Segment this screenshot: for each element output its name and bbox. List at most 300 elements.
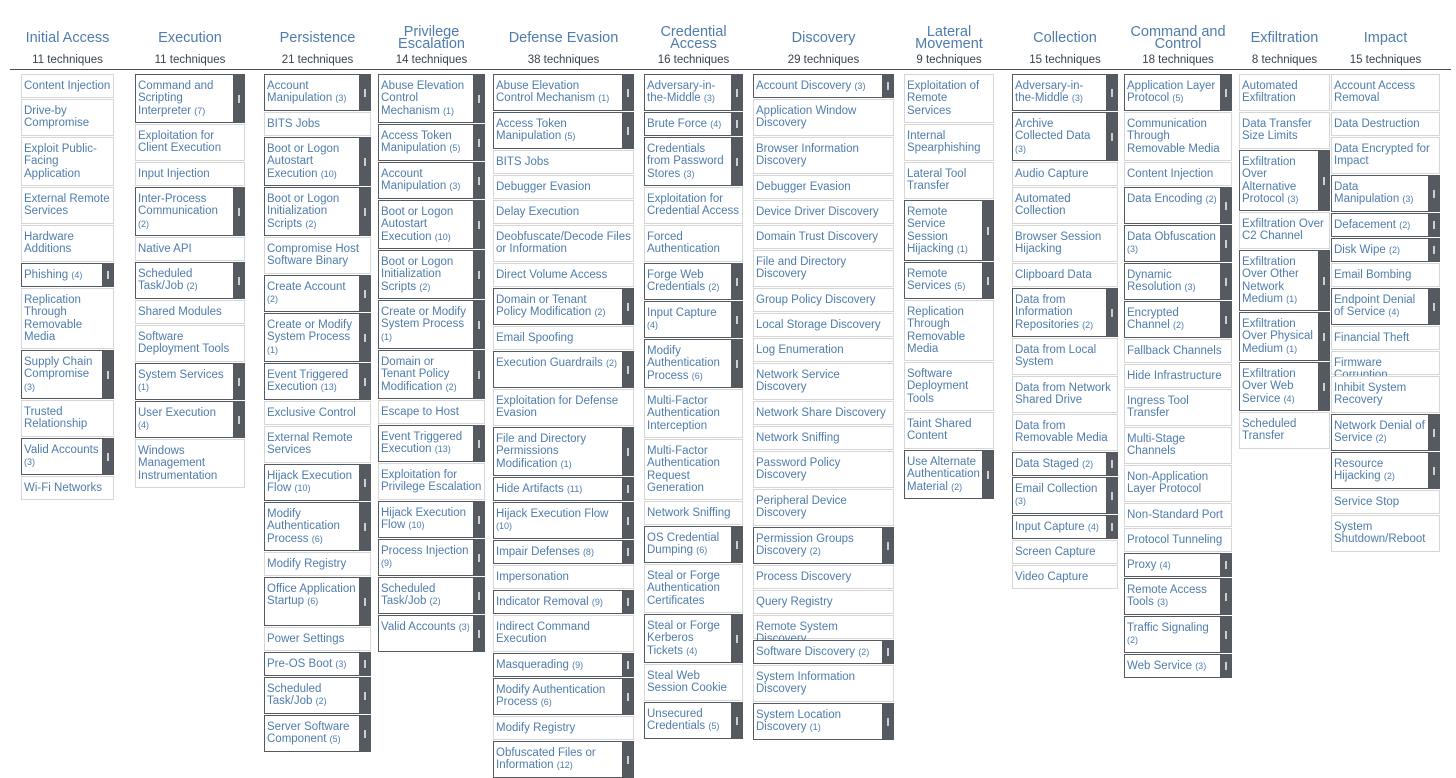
expand-subtechniques-toggle[interactable] (622, 75, 633, 110)
technique-cell[interactable] (493, 477, 634, 501)
technique-cell[interactable] (1012, 565, 1118, 589)
technique-cell[interactable] (493, 502, 634, 539)
technique-name[interactable] (381, 469, 482, 494)
technique-cell[interactable] (753, 250, 894, 287)
technique-cell[interactable] (1331, 326, 1440, 350)
technique-cell[interactable] (264, 502, 371, 551)
technique-cell[interactable] (493, 427, 634, 476)
technique-name[interactable] (756, 206, 891, 218)
technique-cell[interactable] (21, 74, 114, 98)
expand-subtechniques-toggle[interactable] (1220, 579, 1231, 614)
technique-name[interactable] (267, 193, 356, 230)
technique-name[interactable] (496, 483, 619, 495)
technique-cell[interactable] (378, 463, 485, 500)
technique-name[interactable] (267, 118, 368, 130)
expand-subtechniques-toggle[interactable] (982, 451, 993, 498)
technique-name[interactable] (138, 445, 242, 482)
technique-cell[interactable] (904, 300, 994, 361)
technique-cell[interactable] (753, 640, 894, 664)
technique-name[interactable] (1127, 118, 1229, 155)
technique-name[interactable] (647, 445, 740, 494)
technique-name[interactable] (1334, 420, 1425, 445)
technique-cell[interactable] (1331, 213, 1440, 237)
technique-cell[interactable] (1331, 175, 1440, 212)
technique-name[interactable] (267, 243, 368, 268)
expand-subtechniques-toggle[interactable] (1220, 554, 1231, 576)
technique-name[interactable] (267, 369, 356, 394)
technique-cell[interactable] (264, 552, 371, 576)
technique-name[interactable] (267, 508, 356, 545)
technique-name[interactable] (138, 80, 230, 117)
technique-cell[interactable] (753, 200, 894, 224)
technique-name[interactable] (1015, 382, 1115, 407)
expand-subtechniques-toggle[interactable] (473, 426, 484, 461)
technique-name[interactable] (647, 345, 728, 382)
technique-cell[interactable] (644, 564, 743, 613)
technique-cell[interactable] (493, 615, 634, 652)
technique-name[interactable] (1334, 244, 1425, 256)
technique-cell[interactable] (21, 263, 114, 287)
technique-cell[interactable] (753, 565, 894, 589)
technique-cell[interactable] (1012, 263, 1118, 287)
tactic-name[interactable]: Exfiltration (1250, 30, 1319, 46)
expand-subtechniques-toggle[interactable] (882, 641, 893, 663)
technique-cell[interactable] (904, 450, 994, 499)
technique-cell[interactable] (1331, 515, 1440, 552)
technique-cell[interactable] (1124, 427, 1232, 464)
tactic-name[interactable]: Discovery (791, 30, 856, 46)
technique-cell[interactable] (264, 652, 371, 676)
technique-name[interactable] (1334, 143, 1437, 168)
expand-subtechniques-toggle[interactable] (473, 540, 484, 575)
technique-cell[interactable] (378, 539, 485, 576)
technique-cell[interactable] (21, 350, 114, 399)
expand-subtechniques-toggle[interactable] (233, 75, 244, 122)
technique-cell[interactable] (753, 363, 894, 400)
technique-cell[interactable] (1124, 162, 1232, 186)
technique-name[interactable] (756, 143, 891, 168)
expand-subtechniques-toggle[interactable] (982, 263, 993, 298)
expand-subtechniques-toggle[interactable] (359, 503, 370, 550)
technique-name[interactable] (381, 306, 470, 343)
technique-name[interactable] (756, 432, 891, 444)
technique-cell[interactable] (753, 313, 894, 337)
technique-cell[interactable] (753, 137, 894, 174)
technique-name[interactable] (1334, 118, 1437, 130)
expand-subtechniques-toggle[interactable] (473, 578, 484, 613)
technique-cell[interactable] (264, 313, 371, 362)
technique-name[interactable] (1127, 534, 1229, 546)
technique-cell[interactable] (264, 464, 371, 501)
technique-cell[interactable] (378, 501, 485, 538)
technique-cell[interactable] (21, 438, 114, 475)
technique-cell[interactable] (753, 703, 894, 740)
technique-name[interactable] (496, 722, 631, 734)
technique-cell[interactable] (1124, 225, 1232, 262)
technique-cell[interactable] (378, 425, 485, 462)
technique-name[interactable] (756, 369, 891, 394)
tactic-name[interactable]: Defense Evasion (508, 30, 619, 46)
technique-name[interactable] (496, 206, 631, 218)
technique-cell[interactable] (493, 741, 634, 778)
technique-name[interactable] (647, 395, 740, 432)
technique-cell[interactable] (1012, 225, 1118, 262)
technique-name[interactable] (267, 143, 356, 180)
expand-subtechniques-toggle[interactable] (473, 75, 484, 122)
technique-cell[interactable] (644, 137, 743, 186)
technique-cell[interactable] (21, 187, 114, 224)
technique-cell[interactable] (493, 326, 634, 350)
expand-subtechniques-toggle[interactable] (731, 615, 742, 662)
technique-cell[interactable] (378, 400, 485, 424)
technique-name[interactable] (1242, 318, 1315, 355)
technique-name[interactable] (756, 457, 891, 482)
technique-name[interactable] (496, 621, 631, 646)
technique-name[interactable] (24, 406, 111, 431)
expand-subtechniques-toggle[interactable] (731, 264, 742, 299)
expand-subtechniques-toggle[interactable] (622, 113, 633, 148)
tactic-name[interactable]: Collection (1033, 30, 1097, 46)
expand-subtechniques-toggle[interactable] (1220, 188, 1231, 223)
technique-name[interactable] (1127, 345, 1229, 357)
expand-subtechniques-toggle[interactable] (1220, 264, 1231, 299)
technique-name[interactable] (907, 130, 991, 155)
expand-subtechniques-toggle[interactable] (1220, 302, 1231, 337)
expand-subtechniques-toggle[interactable] (1106, 113, 1117, 160)
technique-cell[interactable] (644, 664, 743, 701)
technique-name[interactable] (756, 344, 891, 356)
technique-cell[interactable] (378, 577, 485, 614)
technique-cell[interactable] (378, 615, 485, 652)
expand-subtechniques-toggle[interactable] (622, 591, 633, 613)
technique-cell[interactable] (753, 74, 894, 98)
technique-name[interactable] (1015, 168, 1115, 180)
technique-name[interactable] (1334, 521, 1437, 546)
technique-name[interactable] (1334, 219, 1425, 231)
technique-cell[interactable] (135, 237, 245, 261)
expand-subtechniques-toggle[interactable] (622, 428, 633, 475)
technique-name[interactable] (647, 307, 728, 332)
expand-subtechniques-toggle[interactable] (473, 502, 484, 537)
technique-name[interactable] (756, 495, 891, 520)
technique-name[interactable] (138, 268, 230, 293)
technique-name[interactable] (907, 418, 991, 443)
technique-name[interactable] (138, 243, 242, 255)
expand-subtechniques-toggle[interactable] (731, 340, 742, 387)
technique-cell[interactable] (904, 412, 994, 449)
technique-cell[interactable] (1331, 137, 1440, 174)
technique-cell[interactable] (1239, 250, 1330, 311)
technique-name[interactable] (907, 368, 991, 405)
technique-name[interactable] (756, 533, 879, 558)
technique-cell[interactable] (264, 715, 371, 752)
technique-cell[interactable] (904, 74, 994, 123)
technique-name[interactable] (267, 683, 356, 708)
technique-cell[interactable] (1331, 414, 1440, 451)
technique-cell[interactable] (264, 426, 371, 463)
expand-subtechniques-toggle[interactable] (359, 276, 370, 311)
technique-name[interactable] (1242, 256, 1315, 305)
expand-subtechniques-toggle[interactable] (1428, 214, 1439, 236)
expand-subtechniques-toggle[interactable] (473, 201, 484, 248)
technique-cell[interactable] (493, 150, 634, 174)
technique-name[interactable] (496, 357, 619, 369)
technique-cell[interactable] (1124, 578, 1232, 615)
technique-cell[interactable] (644, 526, 743, 563)
expand-subtechniques-toggle[interactable] (359, 364, 370, 399)
technique-cell[interactable] (378, 124, 485, 161)
technique-cell[interactable] (21, 99, 114, 136)
technique-cell[interactable] (1012, 338, 1118, 375)
expand-subtechniques-toggle[interactable] (473, 163, 484, 198)
technique-cell[interactable] (904, 362, 994, 411)
expand-subtechniques-toggle[interactable] (1220, 617, 1231, 652)
technique-name[interactable] (138, 407, 230, 432)
technique-name[interactable] (1334, 80, 1437, 105)
expand-subtechniques-toggle[interactable] (473, 616, 484, 651)
technique-name[interactable] (381, 130, 470, 155)
technique-cell[interactable] (1331, 490, 1440, 514)
technique-name[interactable] (267, 583, 356, 608)
technique-name[interactable] (1127, 80, 1217, 105)
expand-subtechniques-toggle[interactable] (1106, 478, 1117, 513)
technique-name[interactable] (1015, 294, 1103, 331)
expand-subtechniques-toggle[interactable] (622, 289, 633, 324)
technique-name[interactable] (1127, 269, 1217, 294)
technique-name[interactable] (1334, 332, 1437, 344)
expand-subtechniques-toggle[interactable] (473, 301, 484, 348)
technique-cell[interactable] (1331, 74, 1440, 111)
technique-name[interactable] (756, 256, 891, 281)
technique-name[interactable] (1127, 307, 1217, 332)
expand-subtechniques-toggle[interactable] (473, 351, 484, 398)
technique-name[interactable] (647, 670, 740, 695)
technique-cell[interactable] (904, 200, 994, 261)
expand-subtechniques-toggle[interactable] (1428, 176, 1439, 211)
technique-name[interactable] (1127, 168, 1229, 180)
technique-name[interactable] (496, 80, 619, 105)
technique-name[interactable] (1015, 118, 1103, 155)
technique-name[interactable] (381, 545, 470, 570)
technique-name[interactable] (647, 80, 728, 105)
technique-cell[interactable] (753, 288, 894, 312)
expand-subtechniques-toggle[interactable] (359, 75, 370, 110)
technique-name[interactable] (496, 181, 631, 193)
technique-name[interactable] (381, 431, 470, 456)
technique-cell[interactable] (493, 389, 634, 426)
technique-name[interactable] (1015, 231, 1115, 256)
technique-name[interactable] (1015, 521, 1103, 533)
technique-name[interactable] (756, 105, 891, 130)
expand-subtechniques-toggle[interactable] (473, 251, 484, 298)
technique-name[interactable] (24, 105, 111, 130)
technique-cell[interactable] (753, 590, 894, 614)
technique-name[interactable] (24, 482, 111, 494)
technique-cell[interactable] (1012, 112, 1118, 161)
technique-cell[interactable] (1012, 288, 1118, 337)
technique-name[interactable] (381, 406, 482, 418)
technique-cell[interactable] (753, 338, 894, 362)
technique-cell[interactable] (264, 187, 371, 236)
expand-subtechniques-toggle[interactable] (359, 188, 370, 235)
technique-cell[interactable] (644, 702, 743, 739)
technique-name[interactable] (907, 168, 991, 193)
expand-subtechniques-toggle[interactable] (359, 716, 370, 751)
expand-subtechniques-toggle[interactable] (102, 439, 113, 474)
technique-cell[interactable] (1331, 376, 1440, 413)
technique-name[interactable] (907, 456, 979, 493)
technique-name[interactable] (907, 80, 991, 117)
technique-cell[interactable] (1331, 288, 1440, 325)
technique-name[interactable] (1127, 584, 1217, 609)
technique-name[interactable] (907, 306, 991, 355)
technique-cell[interactable] (135, 363, 245, 400)
technique-name[interactable] (138, 306, 242, 318)
technique-cell[interactable] (753, 426, 894, 450)
technique-name[interactable] (1242, 368, 1315, 405)
technique-name[interactable] (1334, 382, 1437, 407)
technique-cell[interactable] (135, 124, 245, 161)
expand-subtechniques-toggle[interactable] (622, 679, 633, 714)
technique-name[interactable] (1127, 433, 1229, 458)
technique-name[interactable] (496, 508, 619, 533)
technique-cell[interactable] (264, 275, 371, 312)
expand-subtechniques-toggle[interactable] (233, 364, 244, 399)
technique-name[interactable] (24, 143, 111, 180)
technique-name[interactable] (496, 571, 631, 583)
tactic-name[interactable]: Initial Access (25, 30, 110, 46)
technique-cell[interactable] (753, 527, 894, 564)
tactic-name[interactable]: Command and Control (1130, 24, 1226, 52)
technique-cell[interactable] (1124, 389, 1232, 426)
technique-cell[interactable] (1124, 528, 1232, 552)
technique-cell[interactable] (378, 300, 485, 349)
expand-subtechniques-toggle[interactable] (882, 75, 893, 97)
expand-subtechniques-toggle[interactable] (1318, 313, 1329, 360)
technique-cell[interactable] (1012, 452, 1118, 476)
technique-name[interactable] (1015, 546, 1115, 558)
technique-cell[interactable] (753, 175, 894, 199)
technique-name[interactable] (756, 294, 891, 306)
technique-name[interactable] (1015, 193, 1115, 218)
technique-name[interactable] (1242, 118, 1327, 143)
technique-name[interactable] (1127, 509, 1229, 521)
expand-subtechniques-toggle[interactable] (1318, 151, 1329, 210)
technique-cell[interactable] (644, 112, 743, 136)
technique-name[interactable] (381, 80, 470, 117)
technique-name[interactable] (267, 721, 356, 746)
technique-cell[interactable] (1331, 263, 1440, 287)
technique-name[interactable] (1334, 458, 1425, 483)
technique-cell[interactable] (1124, 503, 1232, 527)
technique-name[interactable] (1127, 193, 1217, 205)
expand-subtechniques-toggle[interactable] (359, 678, 370, 713)
technique-cell[interactable] (1331, 452, 1440, 489)
technique-name[interactable] (756, 181, 891, 193)
technique-name[interactable] (267, 470, 356, 495)
expand-subtechniques-toggle[interactable] (622, 541, 633, 563)
technique-name[interactable] (1334, 294, 1425, 319)
tactic-name[interactable]: Execution (158, 30, 222, 46)
expand-subtechniques-toggle[interactable] (1428, 415, 1439, 450)
technique-cell[interactable] (378, 250, 485, 299)
technique-name[interactable] (647, 269, 728, 294)
technique-cell[interactable] (1124, 74, 1232, 111)
technique-name[interactable] (756, 231, 891, 243)
technique-name[interactable] (1334, 181, 1425, 206)
technique-name[interactable] (1242, 418, 1327, 443)
expand-subtechniques-toggle[interactable] (882, 528, 893, 563)
technique-cell[interactable] (493, 565, 634, 589)
technique-cell[interactable] (1239, 312, 1330, 361)
technique-name[interactable] (756, 646, 879, 658)
technique-name[interactable] (267, 432, 368, 457)
expand-subtechniques-toggle[interactable] (102, 351, 113, 398)
technique-name[interactable] (1127, 622, 1217, 647)
technique-cell[interactable] (378, 200, 485, 249)
technique-cell[interactable] (264, 677, 371, 714)
technique-cell[interactable] (493, 112, 634, 149)
technique-cell[interactable] (753, 225, 894, 249)
expand-subtechniques-toggle[interactable] (359, 653, 370, 675)
technique-cell[interactable] (753, 665, 894, 702)
technique-cell[interactable] (644, 389, 743, 438)
expand-subtechniques-toggle[interactable] (1106, 75, 1117, 110)
expand-subtechniques-toggle[interactable] (622, 478, 633, 500)
technique-name[interactable] (381, 583, 470, 608)
expand-subtechniques-toggle[interactable] (233, 263, 244, 298)
technique-cell[interactable] (264, 112, 371, 136)
technique-name[interactable] (1242, 156, 1315, 205)
technique-name[interactable] (647, 231, 740, 256)
technique-cell[interactable] (1012, 414, 1118, 451)
technique-name[interactable] (267, 80, 356, 105)
technique-name[interactable] (1015, 420, 1115, 445)
technique-cell[interactable] (493, 225, 634, 262)
technique-name[interactable] (381, 206, 470, 243)
expand-subtechniques-toggle[interactable] (622, 654, 633, 676)
technique-name[interactable] (907, 206, 979, 255)
technique-cell[interactable] (1331, 112, 1440, 136)
technique-name[interactable] (647, 532, 728, 557)
expand-subtechniques-toggle[interactable] (731, 138, 742, 185)
technique-cell[interactable] (493, 716, 634, 740)
expand-subtechniques-toggle[interactable] (102, 264, 113, 286)
expand-subtechniques-toggle[interactable] (1220, 655, 1231, 677)
technique-cell[interactable] (644, 301, 743, 338)
technique-name[interactable] (381, 621, 470, 633)
technique-cell[interactable] (1331, 351, 1440, 375)
technique-cell[interactable] (493, 540, 634, 564)
technique-cell[interactable] (1124, 616, 1232, 653)
expand-subtechniques-toggle[interactable] (359, 138, 370, 185)
technique-name[interactable] (267, 281, 356, 306)
technique-name[interactable] (496, 231, 631, 256)
technique-cell[interactable] (644, 263, 743, 300)
technique-name[interactable] (1334, 269, 1437, 281)
technique-name[interactable] (138, 331, 242, 356)
technique-cell[interactable] (904, 124, 994, 161)
tactic-name[interactable]: Credential Access (660, 24, 727, 52)
technique-name[interactable] (1127, 370, 1229, 382)
technique-cell[interactable] (493, 351, 634, 388)
technique-name[interactable] (381, 168, 470, 193)
technique-cell[interactable] (378, 74, 485, 123)
technique-cell[interactable] (493, 288, 634, 325)
technique-name[interactable] (756, 571, 891, 583)
technique-name[interactable] (24, 231, 111, 256)
expand-subtechniques-toggle[interactable] (1428, 453, 1439, 488)
